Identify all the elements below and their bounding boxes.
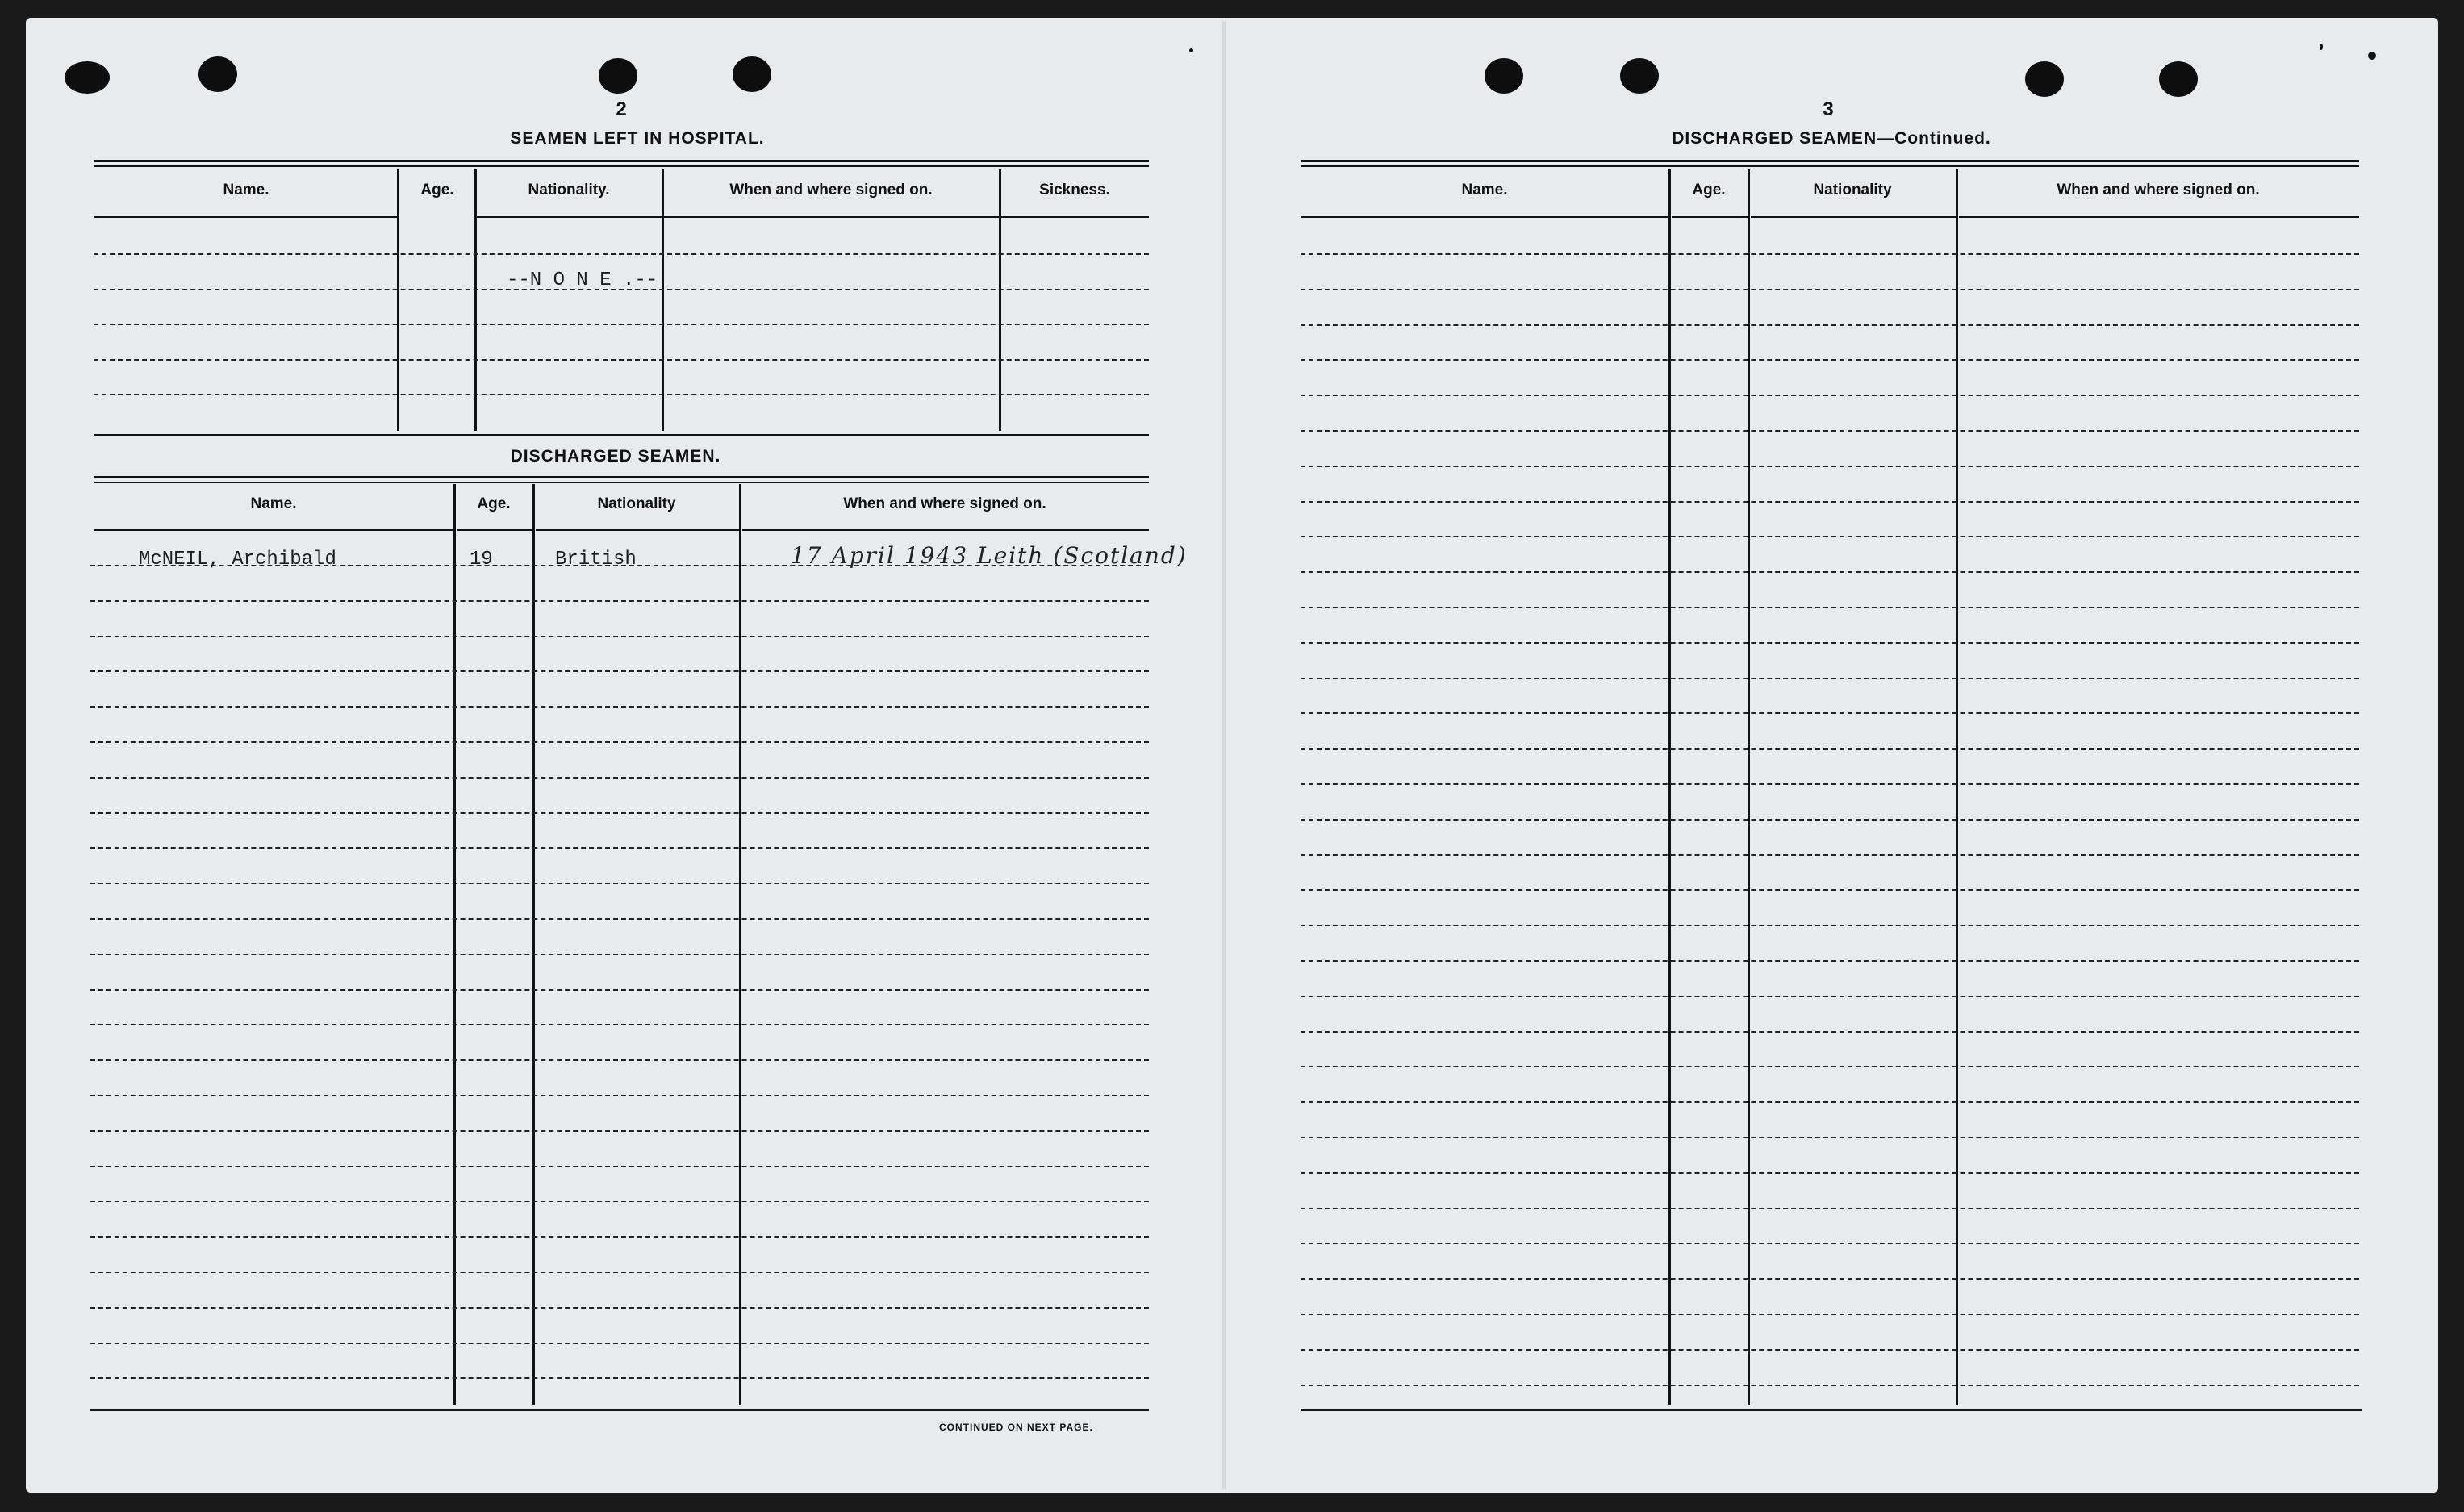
header-underline xyxy=(457,529,532,531)
ruled-line xyxy=(1301,854,2359,856)
continued-header-name: Name. xyxy=(1461,182,1508,198)
ruled-line xyxy=(1301,1101,2359,1103)
ruled-line xyxy=(1301,1208,2359,1209)
ruled-line xyxy=(90,1201,1149,1202)
punch-hole xyxy=(2025,61,2064,97)
hospital-header-signed-on: When and where signed on. xyxy=(729,182,933,198)
ruled-line xyxy=(1301,607,2359,608)
discharged-header-age: Age. xyxy=(477,495,511,512)
ruled-line xyxy=(90,1166,1149,1167)
seaman-signed-on: 17 April 1943 Leith (Scotland) xyxy=(791,542,1188,569)
punch-hole xyxy=(599,58,637,94)
ruled-line xyxy=(1301,536,2359,537)
punch-hole xyxy=(1485,58,1523,94)
ink-speck xyxy=(2368,52,2376,60)
ruled-line xyxy=(90,1130,1149,1132)
ruled-line xyxy=(1301,1172,2359,1174)
ruled-line xyxy=(90,1059,1149,1061)
ruled-line xyxy=(90,918,1149,920)
ruled-line xyxy=(94,359,1149,361)
ruled-line xyxy=(90,1095,1149,1096)
section-rule xyxy=(94,476,1149,478)
hospital-header-age: Age. xyxy=(420,182,454,198)
ruled-line xyxy=(1301,324,2359,326)
ruled-line xyxy=(90,670,1149,672)
ruled-line xyxy=(1301,289,2359,290)
ruled-line xyxy=(1301,1314,2359,1315)
ruled-line xyxy=(1301,1031,2359,1033)
seaman-nationality: British xyxy=(555,549,637,570)
header-underline xyxy=(476,216,662,218)
ruled-line xyxy=(1301,1278,2359,1280)
header-underline xyxy=(536,529,739,531)
header-underline xyxy=(1672,216,1748,218)
page-number-right: 3 xyxy=(1823,98,1834,120)
ruled-line xyxy=(90,636,1149,637)
hospital-header-name: Name. xyxy=(223,182,269,198)
column-divider xyxy=(1668,169,1671,1405)
ruled-line xyxy=(90,1377,1149,1379)
ruled-line xyxy=(90,741,1149,743)
ruled-line xyxy=(1301,925,2359,926)
ruled-line xyxy=(90,847,1149,849)
column-divider xyxy=(662,169,664,431)
top-rule xyxy=(94,165,1149,167)
ruled-line xyxy=(1301,748,2359,750)
header-underline xyxy=(94,529,453,531)
ruled-line xyxy=(1301,571,2359,573)
ruled-line xyxy=(94,253,1149,255)
ruled-line xyxy=(90,600,1149,602)
ruled-line xyxy=(90,706,1149,708)
continued-header-signed-on: When and where signed on. xyxy=(2057,182,2260,198)
punch-hole xyxy=(733,56,771,92)
ruled-line xyxy=(1301,996,2359,997)
ruled-line xyxy=(90,1236,1149,1238)
ink-speck xyxy=(1189,48,1193,52)
top-rule xyxy=(94,160,1149,162)
top-rule xyxy=(1301,160,2359,162)
seaman-age: 19 xyxy=(470,549,493,570)
ruled-line xyxy=(90,989,1149,991)
hospital-section-title: SEAMEN LEFT IN HOSPITAL. xyxy=(510,129,765,148)
ruled-line xyxy=(1301,253,2359,255)
column-divider xyxy=(474,169,477,431)
ruled-line xyxy=(90,812,1149,814)
header-underline xyxy=(1000,216,1149,218)
ruled-line xyxy=(90,883,1149,884)
ruled-line xyxy=(1301,1385,2359,1386)
ruled-line xyxy=(1301,359,2359,361)
discharged-header-nationality: Nationality xyxy=(597,495,676,512)
continued-footer: CONTINUED ON NEXT PAGE. xyxy=(939,1422,1093,1433)
column-divider xyxy=(1956,169,1958,1405)
section-rule xyxy=(94,482,1149,483)
section-rule xyxy=(94,434,1149,436)
ruled-line xyxy=(1301,960,2359,962)
ruled-line xyxy=(1301,783,2359,785)
top-rule xyxy=(1301,165,2359,167)
header-underline xyxy=(663,216,999,218)
header-underline xyxy=(1301,216,1668,218)
ruled-line xyxy=(1301,1137,2359,1138)
column-divider xyxy=(532,484,535,1405)
ruled-line xyxy=(94,324,1149,325)
punch-hole xyxy=(65,61,110,94)
continued-header-age: Age. xyxy=(1692,182,1726,198)
seaman-name: McNEIL, Archibald xyxy=(139,549,336,570)
ruled-line xyxy=(1301,1349,2359,1351)
header-underline xyxy=(1751,216,1956,218)
discharged-header-signed-on: When and where signed on. xyxy=(843,495,1046,512)
ruled-line xyxy=(1301,678,2359,679)
ruled-line xyxy=(90,1024,1149,1025)
ruled-line xyxy=(90,1343,1149,1344)
ruled-line xyxy=(1301,819,2359,821)
ruled-line xyxy=(1301,430,2359,432)
ruled-line xyxy=(1301,1243,2359,1244)
header-underline xyxy=(94,216,399,218)
hospital-header-nationality: Nationality. xyxy=(528,182,610,198)
ruled-line xyxy=(1301,712,2359,714)
bottom-rule xyxy=(1301,1409,2362,1411)
header-underline xyxy=(1959,216,2359,218)
ruled-line xyxy=(1301,1066,2359,1067)
column-divider xyxy=(397,169,399,431)
column-divider xyxy=(999,169,1001,431)
punch-hole xyxy=(1620,58,1659,94)
ruled-line xyxy=(1301,501,2359,503)
column-divider xyxy=(739,484,741,1405)
ink-speck xyxy=(2320,44,2323,50)
discharged-continued-title: DISCHARGED SEAMEN—Continued. xyxy=(1672,129,1991,148)
discharged-header-name: Name. xyxy=(250,495,297,512)
punch-hole xyxy=(2159,61,2198,97)
ruled-line xyxy=(90,1307,1149,1309)
ruled-line xyxy=(1301,889,2359,891)
ruled-line xyxy=(90,777,1149,779)
center-fold xyxy=(1222,21,1226,1489)
ruled-line xyxy=(90,954,1149,955)
bottom-rule xyxy=(90,1409,1149,1411)
ruled-line xyxy=(94,394,1149,395)
punch-hole xyxy=(198,56,237,92)
ruled-line xyxy=(1301,395,2359,396)
hospital-header-sickness: Sickness. xyxy=(1039,182,1110,198)
ruled-line xyxy=(1301,466,2359,467)
page-number-left: 2 xyxy=(616,98,627,120)
hospital-none-entry: --N O N E .-- xyxy=(507,269,658,291)
column-divider xyxy=(1748,169,1750,1405)
discharged-section-title: DISCHARGED SEAMEN. xyxy=(510,447,721,466)
ruled-line xyxy=(90,1272,1149,1273)
column-divider xyxy=(453,484,456,1405)
continued-header-nationality: Nationality xyxy=(1813,182,1892,198)
header-underline xyxy=(742,529,1149,531)
ruled-line xyxy=(1301,642,2359,644)
